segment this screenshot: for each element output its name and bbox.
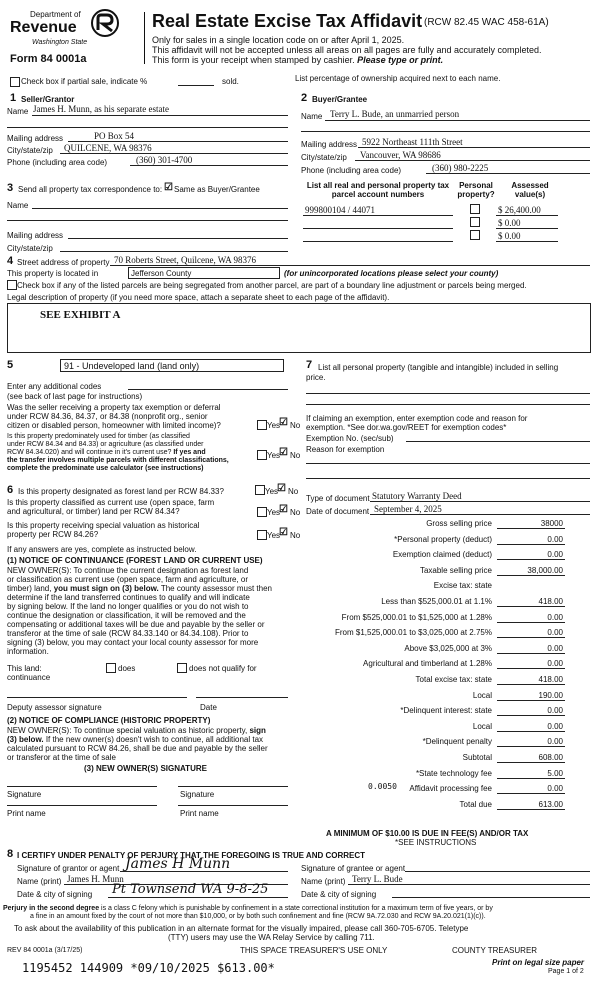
notice1-line3a: timber) land,	[7, 584, 52, 593]
grantor-date-city[interactable]: Pt Townsend WA 9-8-25	[112, 882, 269, 897]
tax-row-line	[497, 809, 565, 810]
grantee-date-label: Date & city of signing	[301, 890, 377, 899]
grantee-print-name[interactable]: Terry L. Bude	[352, 874, 403, 884]
parcel-row-2-personal-checkbox[interactable]	[470, 217, 480, 227]
perjury-text: is a class C felony which is punishable by confinement in a state correctional institution for a maximum term of five years, or by	[101, 905, 493, 912]
deputy-date-label: Date	[200, 703, 217, 712]
tax-row-value[interactable]: 190.00	[538, 691, 563, 700]
notice1-line8: transferor at the time of sale (RCW 84.33.140 or 84.34.108). Prior to	[7, 629, 249, 638]
notice2-line2	[7, 735, 263, 744]
q2-line3-text: RCW 84.34.020) and will continue in it's current use?	[7, 449, 172, 456]
print-note: Please type or print.	[357, 55, 444, 65]
buyer-mailing-field[interactable]: 5922 Northeast 111th Street	[362, 137, 463, 147]
does-not-label: does not qualify for	[189, 664, 257, 673]
q2-bold-2: the transfer involves multiple parcels with different classifications,	[7, 457, 229, 464]
header-note-3	[152, 55, 443, 65]
seller-mailing-label: Mailing address	[7, 134, 64, 143]
tax-row-line	[497, 668, 565, 669]
tax-row-label: Excise tax: state	[433, 581, 492, 590]
revision-code: REV 84 0001a (3/17/25)	[7, 947, 83, 954]
buyer-heading: Buyer/Grantee	[312, 95, 368, 104]
notice1-line5: by signing below. If the land no longer qualifies or you do not wish to	[7, 602, 249, 611]
local-rate: 0.0050	[368, 782, 397, 791]
tax-row-value[interactable]: 0.00	[547, 722, 563, 731]
ownership-note: List percentage of ownership acquired next to each name.	[295, 74, 501, 83]
tax-row-label: Subtotal	[462, 753, 492, 762]
sec6-q3-line2: property per RCW 84.26?	[7, 530, 99, 539]
tax-row-line	[497, 606, 565, 607]
notice2-line1a: NEW OWNER(S): To continue special valuation as historic property,	[7, 726, 248, 735]
exemption-no-label: Exemption No. (sec/sub)	[306, 434, 394, 443]
buyer-name-label: Name	[301, 112, 323, 121]
tax-row-label: Less than $525,000.01 at 1.1%	[381, 597, 492, 606]
land-use-value: 91 - Undeveloped land (land only)	[64, 361, 200, 371]
tax-row-label: Exemption claimed (deduct)	[392, 550, 492, 559]
same-as-buyer-label: Same as Buyer/Grantee	[174, 185, 260, 194]
form-number: Form 84 0001a	[10, 53, 87, 65]
sec6-q1-no-label: No	[288, 487, 299, 496]
assessed-col-header: Assessed value(s)	[511, 181, 549, 199]
tax-row-label: *Delinquent interest: state	[400, 706, 492, 715]
tax-row-value[interactable]: 418.00	[538, 597, 563, 606]
tax-row-line	[497, 528, 565, 529]
sec6-q3-yes-checkbox[interactable]	[257, 530, 267, 540]
buyer-name-field[interactable]: Terry L. Bude, an unmarried person	[330, 109, 460, 119]
county-select[interactable]	[128, 267, 280, 279]
land-use-select[interactable]	[60, 359, 284, 372]
sec6-q2-no-label: No	[290, 508, 301, 517]
reason-field-2[interactable]	[306, 478, 590, 479]
treasurer-space: THIS SPACE TREASURER'S USE ONLY	[240, 946, 388, 955]
owner-sig-1-label: Signature	[7, 790, 42, 799]
parcel-row-1-line	[303, 215, 453, 216]
grantor-date-line	[108, 897, 288, 898]
doc-type-line	[370, 501, 590, 502]
sec7-line2: price.	[306, 373, 326, 382]
agency-line1: Department of	[30, 10, 81, 19]
buyer-phone-line	[426, 173, 590, 174]
see-instructions: *SEE INSTRUCTIONS	[395, 838, 477, 847]
corr-name-line-2	[7, 220, 288, 221]
header-note-2: This affidavit will not be accepted unless all areas on all pages are fully and accurately completed.	[152, 45, 542, 55]
located-label: This property is located in	[7, 269, 99, 278]
exemption-line2: exemption. *See dor.wa.gov/REET for exemption codes*	[306, 423, 507, 432]
notice1-line3c: The county assessor must then	[160, 584, 272, 593]
sec6-instructions: If any answers are yes, complete as instructed below.	[7, 545, 197, 554]
seller-name-line-2	[7, 127, 288, 128]
sec6-q2-yes-checkbox[interactable]	[257, 507, 267, 517]
tax-row-line	[497, 762, 565, 763]
parcel-row-2-value-line	[496, 228, 558, 229]
notice1-line3	[7, 584, 272, 593]
personal-col-header: Personal property?	[457, 181, 495, 199]
continuance-label: continuance	[7, 673, 51, 682]
tax-row-line	[497, 746, 565, 747]
accessible-line2: (TTY) users may use the WA Relay Service by calling 711.	[168, 933, 375, 942]
tax-row-line	[497, 622, 565, 623]
seller-name-label: Name	[7, 107, 29, 116]
tax-row-label: Gross selling price	[426, 519, 492, 528]
sec6-q2-yes-label: Yes	[267, 508, 281, 517]
doc-type-label: Type of document	[306, 494, 370, 503]
q2-bold-3: complete the predominate use calculator (see instructions)	[7, 465, 204, 472]
sec7-number: 7	[306, 359, 313, 371]
q1-yes-label: Yes	[267, 421, 281, 430]
seller-heading: Seller/Grantor	[21, 95, 75, 104]
owner-sig-1-field[interactable]	[7, 786, 157, 787]
tax-row-line	[497, 575, 565, 576]
agency-line2: Revenue	[10, 19, 77, 36]
deputy-signature-field[interactable]	[7, 697, 187, 698]
does-label: does	[118, 664, 136, 673]
tax-row-label: Agricultural and timberland at 1.28%	[363, 659, 492, 668]
parcel-row-1-value[interactable]: $ 26,400.00	[498, 205, 541, 215]
receipt-note: This form is your receipt when stamped by cashier.	[152, 55, 355, 65]
owner-sig-2-field[interactable]	[178, 786, 288, 787]
notice2-line3: calculated pursuant to RCW 84.26, shall be due and payable by the seller	[7, 744, 268, 753]
sec6-q3-no-checkbox[interactable]: ☑	[279, 527, 288, 538]
legal-description-box[interactable]	[7, 303, 591, 353]
tax-row-line	[497, 544, 565, 545]
sec6-number: 6	[7, 484, 14, 496]
parcel-row-1-value-line	[496, 215, 558, 216]
tax-row-value[interactable]: 0.00	[547, 737, 563, 746]
parcel-row-3-value-line	[496, 241, 558, 242]
tax-row-value[interactable]: 0.00	[547, 644, 563, 653]
this-land-label: This land:	[7, 664, 42, 673]
notice1-line10: information.	[7, 647, 49, 656]
tax-row-value[interactable]: 0.00	[547, 706, 563, 715]
grantor-print-name[interactable]: James H. Munn	[67, 874, 124, 884]
sec6-q1-yes-label: Yes	[265, 487, 279, 496]
owner-print-2-field[interactable]	[178, 805, 288, 806]
reason-field[interactable]	[306, 463, 590, 464]
buyer-city-label: City/state/zip	[301, 153, 347, 162]
segregated-label: Check box if any of the listed parcels are being segregated from another parcel, are part of a boundary line adjustment or parcels being merged.	[17, 281, 527, 290]
tax-row-value[interactable]: 0.00	[547, 659, 563, 668]
tax-row-line	[497, 637, 565, 638]
q1-no-label: No	[290, 421, 301, 430]
grantor-date-label: Date & city of signing	[17, 890, 93, 899]
notice2-line1	[7, 726, 266, 735]
segregated-checkbox[interactable]	[7, 280, 17, 290]
seller-name-field[interactable]: James H. Munn, as his separate estate	[33, 104, 169, 114]
doc-date-field[interactable]: September 4, 2025	[374, 504, 442, 514]
county-treasurer: COUNTY TREASURER	[452, 946, 538, 955]
does-not-checkbox[interactable]	[177, 663, 187, 673]
tax-row-line	[497, 731, 565, 732]
tax-row-value[interactable]: 613.00	[538, 800, 563, 809]
tax-row-label: Local	[472, 691, 492, 700]
tax-row-label: Total due	[459, 800, 492, 809]
tax-row-label: Taxable selling price	[419, 566, 492, 575]
exemption-no-field[interactable]	[406, 441, 590, 442]
grantee-date-field[interactable]	[392, 897, 590, 898]
seller-city-field[interactable]: QUILCENE, WA 98376	[64, 143, 152, 153]
grantee-print-label: Name (print)	[301, 877, 346, 886]
sec6-q3-yes-label: Yes	[267, 531, 281, 540]
legal-description-text: SEE EXHIBIT A	[40, 309, 121, 321]
buyer-name-line-2	[301, 131, 590, 132]
tax-row-label: Total excise tax: state	[415, 675, 492, 684]
q2-bold-1: If yes and	[173, 449, 206, 456]
owner-print-1-field[interactable]	[7, 805, 157, 806]
corr-name-field[interactable]	[32, 208, 288, 209]
q1-no-checkbox[interactable]: ☑	[279, 417, 288, 428]
sec6-q1: Is this property designated as forest land per RCW 84.33?	[18, 487, 224, 496]
grantor-sig-line	[120, 871, 288, 872]
form-title: Real Estate Excise Tax Affidavit	[152, 11, 423, 31]
tax-row-value[interactable]: 0.00	[547, 613, 563, 622]
corr-mailing-field[interactable]	[68, 238, 288, 239]
county-note: (for unincorporated locations please select your county)	[284, 269, 499, 278]
tax-row-line	[497, 684, 565, 685]
additional-codes-field[interactable]	[128, 389, 288, 390]
tax-row-line	[497, 559, 565, 560]
sec6-q2-no-checkbox[interactable]: ☑	[279, 504, 288, 515]
corr-city-field[interactable]	[60, 251, 288, 252]
notice1-line6: continue the designation or classification, it will be removed and the	[7, 611, 246, 620]
buyer-phone-label: Phone (including area code)	[301, 166, 402, 175]
notice2-title: (2) NOTICE OF COMPLIANCE (HISTORIC PROPERTY)	[7, 716, 211, 725]
notice1-title: (1) NOTICE OF CONTINUANCE (FOREST LAND OR CURRENT USE)	[7, 556, 263, 565]
q2-no-checkbox[interactable]: ☑	[279, 447, 288, 458]
seller-phone-field[interactable]: (360) 301-4700	[136, 155, 193, 165]
notice1-line2: or classification as current use (open space, farm and agriculture, or	[7, 575, 249, 584]
partial-sold-label: sold.	[222, 77, 239, 86]
q2-yes-checkbox[interactable]	[257, 450, 267, 460]
tax-row-label: *Personal property (deduct)	[394, 535, 492, 544]
personal-property-field-2[interactable]	[306, 404, 590, 405]
tax-row-value[interactable]: 0.00	[547, 535, 563, 544]
grantor-signature[interactable]: James H Munn	[125, 856, 231, 872]
parcel-col-header: List all real and personal property tax parcel account numbers	[306, 181, 450, 199]
tax-row-value[interactable]: 418.00	[538, 675, 563, 684]
perjury-line1	[3, 905, 493, 913]
grantor-print-label: Name (print)	[17, 877, 62, 886]
parcel-row-2-number[interactable]	[303, 228, 453, 229]
deputy-date-field[interactable]	[196, 697, 288, 698]
does-checkbox[interactable]	[106, 663, 116, 673]
corr-name-label: Name	[7, 201, 29, 210]
doc-type-field[interactable]: Statutory Warranty Deed	[372, 491, 462, 501]
sec8-number: 8	[7, 848, 14, 860]
partial-percent-field[interactable]	[178, 85, 214, 86]
minimum-due-note: A MINIMUM OF $10.00 IS DUE IN FEE(S) AND/OR TAX	[326, 829, 529, 838]
partial-sale-checkbox[interactable]	[10, 77, 20, 87]
q1-line1: Was the seller receiving a property tax exemption or deferral	[7, 403, 221, 412]
q2-no-label: No	[290, 451, 301, 460]
seller-mailing-line	[68, 141, 288, 142]
new-owner-sig-title: (3) NEW OWNER(S) SIGNATURE	[84, 764, 207, 773]
seller-city-line	[60, 153, 288, 154]
q2-line3	[7, 449, 206, 457]
tax-row-line	[497, 778, 565, 779]
parcel-row-3-value[interactable]: $ 0.00	[498, 231, 521, 241]
parcel-row-1-number[interactable]: 999800104 / 44071	[305, 205, 376, 215]
buyer-mailing-line	[358, 147, 590, 148]
perjury-bold: Perjury in the second degree	[3, 905, 100, 912]
reason-label: Reason for exemption	[306, 445, 385, 454]
seller-phone-label: Phone (including area code)	[7, 158, 108, 167]
notice2-line2a: (3) below.	[7, 735, 44, 744]
q2-line1: Is this property predominately used for timber (as classified	[7, 433, 190, 440]
owner-sig-2-label: Signature	[180, 790, 215, 799]
county-value: Jefferson County	[131, 269, 192, 278]
tax-row-label: Above $3,025,000 at 3%	[404, 644, 492, 653]
treasurer-stamp: 1195452 144909 *09/10/2025 $613.00*	[22, 961, 275, 975]
street-label: Street address of property	[17, 258, 110, 267]
tax-row-value[interactable]: 0.00	[547, 628, 563, 637]
buyer-city-field[interactable]: Vancouver, WA 98686	[360, 150, 441, 160]
grantor-sig-label: Signature of grantor or agent	[17, 864, 120, 873]
seller-mailing-field[interactable]: PO Box 54	[94, 131, 135, 141]
accessible-line1: To ask about the availability of this publication in an alternate format for the visually impaired, please call 360-705-6705. Teletype	[14, 924, 469, 933]
buyer-phone-field[interactable]: (360) 980-2225	[432, 163, 489, 173]
street-line	[110, 265, 590, 266]
sec6-q1-yes-checkbox[interactable]	[255, 485, 265, 497]
deputy-label: Deputy assessor signature	[7, 703, 102, 712]
parcel-row-1-personal-checkbox[interactable]	[470, 204, 480, 214]
tax-row-value[interactable]: 0.00	[547, 550, 563, 559]
notice2-line2b: If the new owner(s) doesn't wish to continue, all additional tax	[45, 735, 264, 744]
seller-name-line	[32, 115, 288, 116]
additional-codes-label: Enter any additional codes	[7, 382, 102, 391]
parcel-row-2-value[interactable]: $ 0.00	[498, 218, 521, 228]
doc-date-label: Date of document	[306, 507, 370, 516]
same-as-buyer-checkbox[interactable]: ☑	[164, 182, 173, 193]
q2-line2: under RCW 84.34 and 84.33) or agriculture (as classified under	[7, 441, 204, 448]
seller-phone-line	[130, 165, 288, 166]
tax-row-value[interactable]: 608.00	[538, 753, 563, 762]
legal-paper-note: Print on legal size paper	[492, 958, 585, 967]
exemption-line1: If claiming an exemption, enter exemption code and reason for	[306, 414, 528, 423]
owner-print-1-label: Print name	[7, 809, 46, 818]
tax-row-line	[497, 700, 565, 701]
partial-sale-label: Check box if partial sale, indicate %	[21, 77, 148, 86]
tax-row-label: From $1,525,000.01 to $3,025,000 at 2.75%	[334, 628, 492, 637]
seller-section-number: 1	[10, 92, 17, 104]
tax-row-label: Local	[472, 722, 492, 731]
tax-row-value[interactable]: 38000	[540, 519, 563, 528]
street-field[interactable]: 70 Roberts Street, Quilcene, WA 98376	[114, 255, 257, 265]
property-section-number: 4	[7, 255, 14, 267]
doc-date-line	[370, 514, 590, 515]
perjury-line2: a fine in an amount fixed by the court of not more than $10,000, or by both such confinement and fine (RCW 9A.72.030 and RCW 9A.20.021(1)(c)).	[30, 913, 486, 920]
sec6-q2-line1: Is this property classified as current use (open space, farm	[7, 498, 215, 507]
personal-property-field-1[interactable]	[306, 393, 590, 394]
tax-row-line	[497, 715, 565, 716]
q2-yes-label: Yes	[267, 451, 281, 460]
header-divider	[144, 12, 145, 64]
header-note-1: Only for sales in a single location code on or after April 1, 2025.	[152, 35, 405, 45]
buyer-city-line	[355, 160, 590, 161]
certification-text: I CERTIFY UNDER PENALTY OF PERJURY THAT THE FOREGOING IS TRUE AND CORRECT	[17, 851, 366, 860]
notice1-line9: signing (3) below, you may contact your local county assessor for more	[7, 638, 259, 647]
codes-note: (see back of last page for instructions)	[7, 392, 143, 401]
buyer-section-number: 2	[301, 92, 308, 104]
sec6-q1-no-checkbox[interactable]: ☑	[277, 483, 286, 494]
parcel-row-3-personal-checkbox[interactable]	[470, 230, 480, 240]
landuse-section-number: 5	[7, 359, 14, 371]
parcel-row-3-number[interactable]	[303, 241, 453, 242]
corr-city-label: City/state/zip	[7, 244, 53, 253]
tax-row-label: Affidavit processing fee	[409, 784, 492, 793]
tax-row-value[interactable]: 38,000.00	[527, 566, 563, 575]
notice1-line1: NEW OWNER(S): To continue the current designation as forest land	[7, 566, 249, 575]
corr-mailing-label: Mailing address	[7, 231, 64, 240]
tax-row-label: From $525,000.01 to $1,525,000 at 1.28%	[341, 613, 492, 622]
tax-row-line	[497, 653, 565, 654]
tax-row-line	[497, 793, 565, 794]
agency-line3: Washington State	[32, 39, 88, 46]
grantee-print-line	[348, 884, 590, 885]
sec7-line1: List all personal property (tangible and intangible) included in selling	[318, 363, 559, 372]
sec6-q2-line2: and agricultural, or timber) land per RCW 84.34?	[7, 507, 180, 516]
notice1-line7: compensating or additional taxes will be due and payable by the seller or	[7, 620, 265, 629]
tax-row-label: *State technology fee	[415, 769, 492, 778]
tax-row-label: *Delinquent penalty	[422, 737, 492, 746]
correspondence-section-number: 3	[7, 182, 14, 194]
form-title-ref: (RCW 82.45 WAC 458-61A)	[424, 17, 549, 28]
notice2-line4: or transferor at the time of sale	[7, 753, 116, 762]
owner-print-2-label: Print name	[180, 809, 219, 818]
page-number: Page 1 of 2	[548, 968, 584, 975]
correspondence-label: Send all property tax correspondence to:	[18, 185, 163, 194]
legal-label: Legal description of property (if you need more space, attach a separate sheet to each page of the affidavit).	[7, 293, 390, 302]
notice1-line4: determine if the land transferred continues to qualify and will indicate	[7, 593, 250, 602]
q1-line3: citizen or disabled person, homeowner with limited income)?	[7, 421, 221, 430]
grantee-signature-field[interactable]	[405, 871, 590, 872]
q1-yes-checkbox[interactable]	[257, 420, 267, 430]
buyer-name-line	[325, 120, 590, 121]
q1-line2: under RCW 84.36, 84.37, or 84.38 (nonprofit org., senior	[7, 412, 208, 421]
revenue-logo-icon	[90, 8, 120, 38]
tax-row-value[interactable]: 0.00	[547, 784, 563, 793]
buyer-mailing-label: Mailing address	[301, 140, 358, 149]
sec6-q3-line1: Is this property receiving special valuation as historical	[7, 521, 200, 530]
notice1-line3b: you must sign on (3) below.	[53, 584, 159, 593]
sec6-q3-no-label: No	[290, 531, 301, 540]
tax-row-value[interactable]: 5.00	[547, 769, 563, 778]
grantee-sig-label: Signature of grantee or agent	[301, 864, 406, 873]
notice2-line1b: sign	[249, 726, 266, 735]
seller-city-label: City/state/zip	[7, 146, 53, 155]
